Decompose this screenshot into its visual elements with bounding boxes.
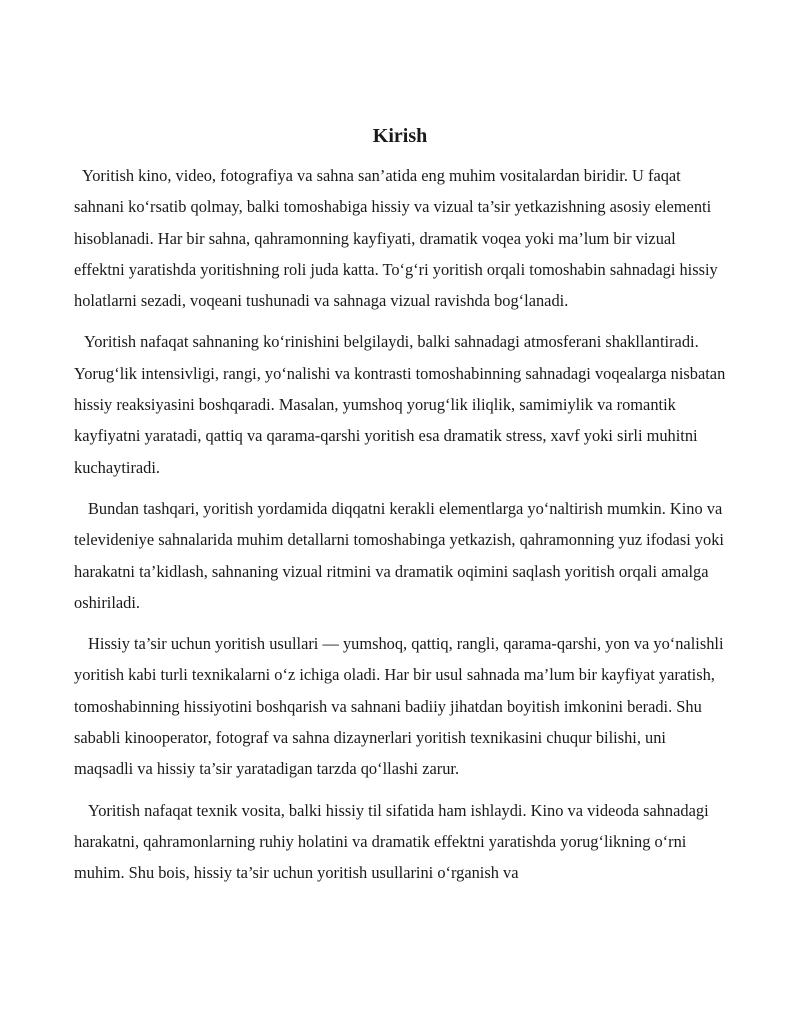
paragraph-5: Yoritish nafaqat texnik vosita, balki hissiy til sifatida ham ishlaydi. Kino va videoda sahnadagi harakatni, qahramonlarning ruhiy holatini va dramatik effektni yaratishda yorug‘likning o‘rni muhim. Shu bois, hissiy ta’sir uchun yoritish usullarini o‘rganish va bbox=[74, 800, 709, 883]
document-page bbox=[74, 0, 726, 889]
page-title: Kirish bbox=[372, 125, 428, 147]
paragraph-1: Yoritish kino, video, fotografiya va sahna san’atida eng muhim vositalardan biridir. U faqat sahnani ko‘rsatib qolmay, balki tomoshabiga hissiy va vizual ta’sir yetkazishning asosiy elementi hisoblanadi. Har bir sahna, qahramonning kayfiyati, dramatik voqea yoki ma’lum bir vizual effektni yaratishda yoritishning roli juda katta. To‘g‘ri yoritish orqali tomoshabin sahnadagi hissiy holatlarni sezadi, voqeani tushunadi va sahnaga vizual ravishda bog‘lanadi. bbox=[74, 166, 718, 311]
paragraph-3: Bundan tashqari, yoritish yordamida diqqatni kerakli elementlarga yo‘naltirish mumkin. Kino va televideniye sahnalarida muhim detallarni tomoshabinga yetkazish, qahramonning yuz ifodasi yoki harakatni ta’kidlash, sahnaning vizual ritmini va dramatik oqimini saqlash yoritish orqali amalga oshiriladi. bbox=[74, 498, 724, 612]
paragraph-2: Yoritish nafaqat sahnaning ko‘rinishini belgilaydi, balki sahnadagi atmosferani shakllantiradi. Yorug‘lik intensivligi, rangi, yo‘nalishi va kontrasti tomoshabinning sahnadagi voqealarga nisbatan hissiy reaksiyasini boshqaradi. Masalan, yumshoq yorug‘lik iliqlik, samimiylik va romantik kayfiyatni yaratadi, qattiq va qarama-qarshi yoritish esa dramatik stress, xavf yoki sirli muhitni kuchaytiradi. bbox=[74, 332, 726, 477]
paragraph-4: Hissiy ta’sir uchun yoritish usullari — yumshoq, qattiq, rangli, qarama-qarshi, yon va yo‘nalishli yoritish kabi turli texnikalarni o‘z ichiga oladi. Har bir usul sahnada ma’lum bir kayfiyat yaratish, tomoshabinning hissiyotini boshqarish va sahnani badiiy jihatdan boyitish imkonini beradi. Shu sababli kinooperator, fotograf va sahna dizaynerlari yoritish texnikasini chuqur bilishi, uni maqsadli va hissiy ta’sir yaratadigan tarzda qo‘llashi zarur. bbox=[74, 634, 724, 779]
